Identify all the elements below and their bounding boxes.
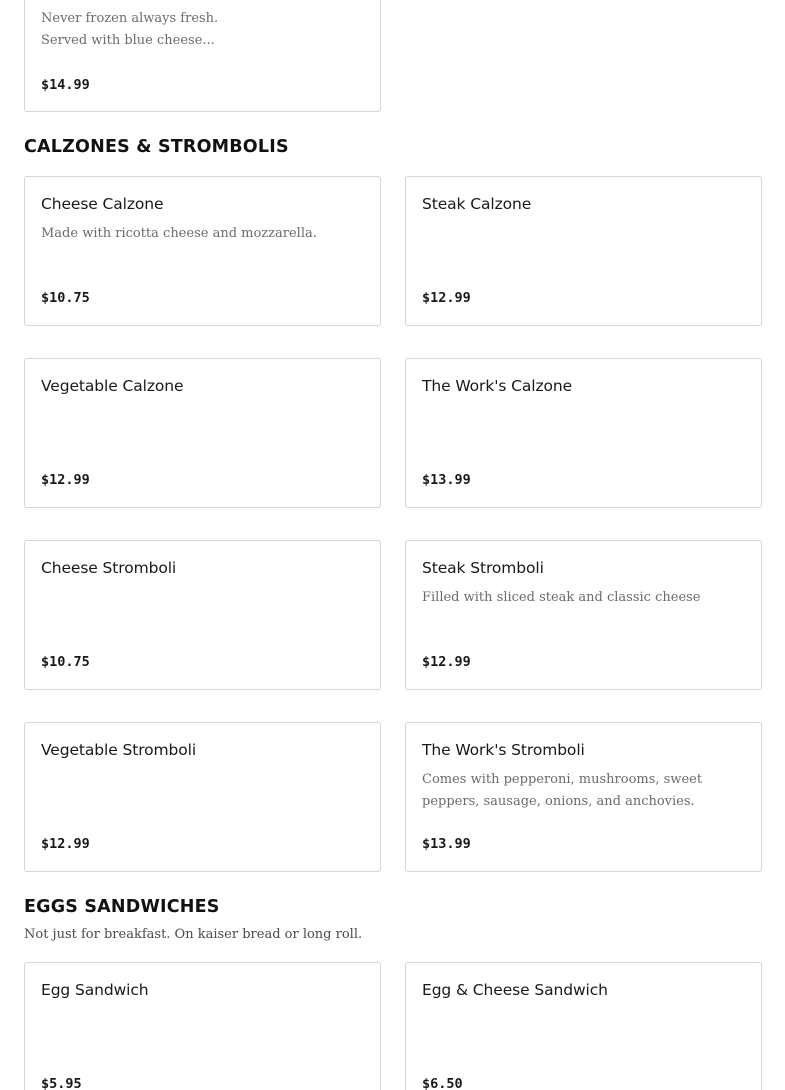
menu-item-card[interactable] — [405, 962, 762, 1090]
menu-item-card[interactable] — [24, 962, 381, 1090]
menu-item-price: $13.99 — [422, 836, 471, 852]
menu-item-name: Steak Stromboli — [422, 559, 544, 577]
menu-item-name: Egg Sandwich — [41, 981, 149, 999]
menu-item-price: $12.99 — [422, 654, 471, 670]
menu-item-card[interactable] — [24, 0, 381, 112]
section-title: CALZONES & STROMBOLIS — [24, 137, 289, 157]
menu-item-price: $6.50 — [422, 1076, 463, 1090]
menu-item-card[interactable] — [405, 358, 762, 508]
menu-item-price: $13.99 — [422, 472, 471, 488]
menu-item-price: $12.99 — [422, 290, 471, 306]
menu-item-price: $14.99 — [41, 77, 90, 93]
menu-item-description: Made with ricotta cheese and mozzarella. — [41, 226, 317, 241]
section-description: Not just for breakfast. On kaiser bread or long roll. — [24, 927, 363, 942]
menu-item-name: Cheese Calzone — [41, 195, 164, 213]
menu-item-card[interactable] — [24, 722, 381, 872]
menu-item-description: Comes with pepperoni, mushrooms, sweet peppers, sausage, onions, and anchovies. — [422, 772, 703, 809]
menu-item-card[interactable] — [405, 176, 762, 326]
menu-item-name: Egg & Cheese Sandwich — [422, 981, 608, 999]
menu-item-price: $12.99 — [41, 472, 90, 488]
menu-item-description: Never frozen always fresh. Served with blue cheese... — [41, 11, 219, 48]
menu-item-name: Steak Calzone — [422, 195, 532, 213]
menu-item-card[interactable] — [405, 722, 762, 872]
menu-item-name: Vegetable Calzone — [41, 377, 184, 395]
menu-item-name: The Work's Calzone — [422, 377, 573, 395]
section-title: EGGS SANDWICHES — [24, 897, 220, 917]
menu-item-price: $10.75 — [41, 290, 90, 306]
menu-item-description: Filled with sliced steak and classic cheese — [422, 590, 701, 605]
menu-item-name: The Work's Stromboli — [422, 741, 585, 759]
menu-item-card[interactable] — [24, 358, 381, 508]
menu-item-price: $10.75 — [41, 654, 90, 670]
menu-item-price: $5.95 — [41, 1076, 82, 1090]
menu-item-price: $12.99 — [41, 836, 90, 852]
menu-item-card[interactable] — [405, 540, 762, 690]
menu-item-name: Vegetable Stromboli — [41, 741, 197, 759]
menu-item-card[interactable] — [24, 176, 381, 326]
menu-item-card[interactable] — [24, 540, 381, 690]
menu-item-name: Cheese Stromboli — [41, 559, 177, 577]
